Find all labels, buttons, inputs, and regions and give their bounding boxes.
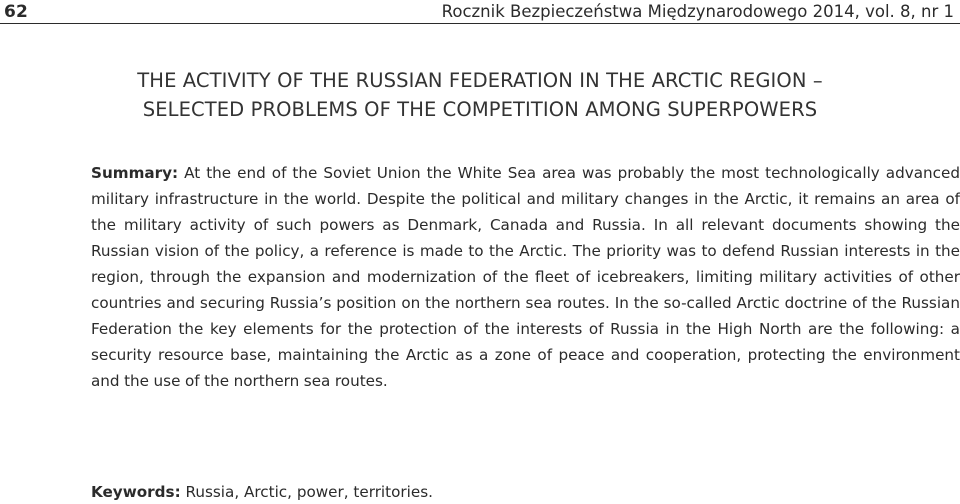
running-header: [0, 0, 960, 24]
article-title: [0, 66, 960, 124]
article-title-line-1: THE ACTIVITY OF THE RUSSIAN FEDERATION IN THE ARCTIC REGION –: [137, 69, 823, 92]
page-number: 62: [4, 1, 29, 22]
keywords-text: Russia, Arctic, power, territories.: [185, 483, 433, 501]
summary-text: At the end of the Soviet Union the White Sea area was probably the most technologically advanced military infrastructure in the world. Despite the political and military changes in the Arctic, it remains an area of the military activity of such powers as Denmark, Canada and Russia. In all relevant documents showing the Russian vision of the policy, a reference is made to the Arctic. The priority was to defend Russian interests in the region, through the expansion and modernization of the fleet of icebreakers, limiting military activities of other countries and securing Russia’s position on the northern sea routes. In the so-called Arctic doctrine of the Russian Federation the key elements for the protection of the interests of Russia in the High North are the following: a security resource base, maintaining the Arctic as a zone of peace and cooperation, protecting the environment and the use of the northern sea routes.: [91, 164, 960, 390]
journal-citation: Rocznik Bezpieczeństwa Międzynarodowego 2014, vol. 8, nr 1: [441, 2, 954, 21]
summary-paragraph: [91, 160, 960, 394]
keywords-label: Keywords:: [91, 483, 181, 501]
article-title-line-2: SELECTED PROBLEMS OF THE COMPETITION AMONG SUPERPOWERS: [142, 98, 818, 121]
summary-label: Summary:: [91, 164, 179, 182]
keywords-paragraph: [91, 480, 960, 504]
